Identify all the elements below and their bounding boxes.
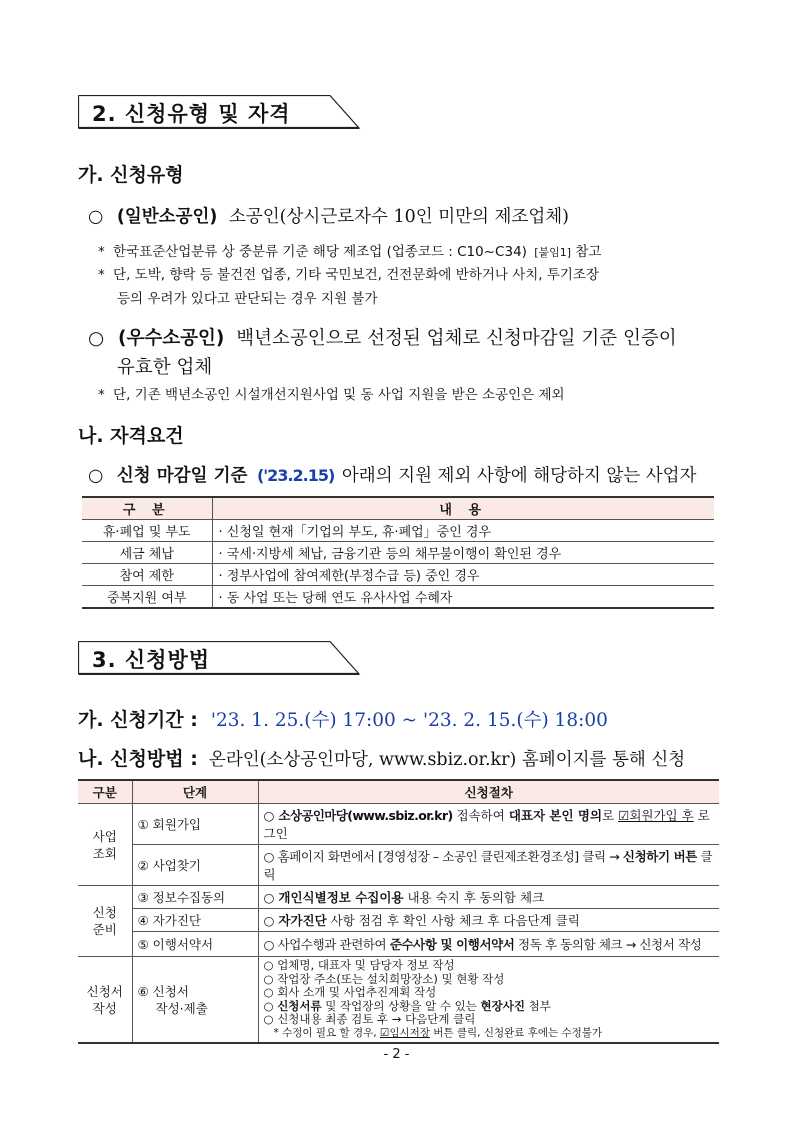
bullet: ○ (88, 466, 104, 486)
period-label: 가. 신청기간 : (78, 709, 198, 731)
row-category: 세금 체납 (82, 542, 212, 564)
table-row (82, 542, 714, 564)
exclusion-table (82, 496, 714, 609)
bullet: ○ (88, 207, 104, 227)
row-content: · 신청일 현재「기업의 부도, 휴·폐업」중인 경우 (212, 520, 714, 542)
row-category: 휴·폐업 및 부도 (82, 520, 212, 542)
row-content: · 국세·지방세 체납, 금융기관 등의 채무불이행이 확인된 경우 (212, 542, 714, 564)
group-form-writing: 신청서 작성 (78, 957, 132, 1044)
general-type-text: 소공인(상시근로자수 10인 미만의 제조업체) (228, 207, 569, 227)
criteria-text: 아래의 지원 제외 사항에 해당하지 않는 사업자 (341, 466, 697, 486)
row-content: · 정부사업에 참여제한(부정수급 등) 중인 경우 (212, 564, 714, 586)
table-row (82, 520, 714, 542)
step-label-6: ⑥ 신청서 작성·제출 (132, 957, 258, 1044)
excellent-type-text: 백년소공인으로 선정된 업체로 신청마감일 기준 인증이 (236, 328, 677, 349)
step-detail: ○ 사업수행과 관련하여 준수사항 및 이행서약서 정독 후 동의함 체크 → 신청서 작성 (258, 932, 719, 957)
criteria-date: ('23.2.15) (256, 466, 335, 485)
header-category: 구 분 (82, 497, 212, 520)
row-content: · 동 사업 또는 당해 연도 유사사업 수혜자 (212, 586, 714, 609)
page-number: - 2 - (383, 1047, 410, 1062)
step-detail: ○ 홈페이지 화면에서 [경영성장 – 소공인 클린제조환경조성] 클릭 → 신청하기 버튼 클릭 (258, 845, 719, 886)
row-category: 중복지원 여부 (82, 586, 212, 609)
table-row (82, 586, 714, 609)
subheading-eligibility: 나. 자격요건 (78, 425, 184, 447)
section3-title-box (78, 641, 358, 675)
section3-title: 3. 신청방법 (92, 648, 211, 672)
excellent-type-text-cont: 유효한 업체 (117, 357, 213, 378)
table-header-row (82, 497, 714, 520)
table-row (78, 909, 719, 932)
application-method-line (78, 744, 685, 771)
header-content: 내 용 (212, 497, 714, 520)
excellent-type-label: (우수소공인) (118, 328, 225, 349)
table-header-row (78, 780, 719, 804)
group-application-prep: 신청 준비 (78, 886, 132, 957)
method-label: 나. 신청방법 : (78, 748, 198, 770)
bullet: ○ (88, 328, 105, 349)
criteria-label: 신청 마감일 기준 (116, 466, 248, 486)
attachment-tag: [붙임1] (534, 246, 572, 259)
general-type-line (88, 203, 569, 228)
excellent-type-line (88, 324, 677, 350)
header-procedure: 신청절차 (258, 780, 719, 804)
step-detail: ○ 소상공인마당(www.sbiz.or.kr) 접속하여 대표자 본인 명의로 ☑회원가입 후 로그인 (258, 804, 719, 845)
section2-title: 2. 신청유형 및 자격 (92, 102, 291, 126)
step-label: ② 사업찾기 (132, 845, 258, 886)
general-type-label: (일반소공인) (116, 207, 218, 227)
table-row (78, 932, 719, 957)
row-category: 참여 제한 (82, 564, 212, 586)
section2-title-box (78, 95, 358, 129)
method-value: 온라인(소상공인마당, www.sbiz.or.kr) 홈페이지를 통해 신청 (208, 750, 686, 770)
step-label: ③ 정보수집동의 (132, 886, 258, 909)
step-label: ⑤ 이행서약서 (132, 932, 258, 957)
table-row (78, 957, 719, 1044)
group-business-lookup: 사업 조회 (78, 804, 132, 886)
table-row (78, 845, 719, 886)
period-value: '23. 1. 25.(수) 17:00 ~ '23. 2. 15.(수) 18:00 (210, 710, 608, 731)
table-row (82, 564, 714, 586)
step-label: ④ 자가진단 (132, 909, 258, 932)
excellent-note: * 단, 기존 백년소공인 시설개선지원사업 및 동 사업 지원을 받은 소공인은 제외 (98, 387, 565, 403)
step-detail-6: ○ 업체명, 대표자 및 담당자 정보 작성 ○ 작업장 주소(또는 설치희망장소) 및 현황 작성 ○ 회사 소개 및 사업추진계획 작성 ○ 신청서류 및 작업장의 상황을 알 수 있는 현장사진 첨부 ○ 신청내용 최종 검토 후 → 다음단계 클릭 * 수정이 필요 할 경우, ☑임시저장 버튼 클릭, 신청완료 후에는 수정불가 (258, 957, 719, 1044)
step-detail: ○ 자가진단 사항 점검 후 확인 사항 체크 후 다음단계 클릭 (258, 909, 719, 932)
step-detail: ○ 개인식별정보 수집이용 내용 숙지 후 동의함 체크 (258, 886, 719, 909)
header-step: 단계 (132, 780, 258, 804)
general-note-2-cont: 등의 우려가 있다고 판단되는 경우 지원 불가 (117, 291, 378, 307)
step-label: ① 회원가입 (132, 804, 258, 845)
general-note-2: * 단, 도박, 향락 등 불건전 업종, 기타 국민보건, 건전문화에 반하거나 사치, 투기조장 (98, 267, 600, 283)
general-note-1: * 한국표준산업분류 상 중분류 기준 해당 제조업 (업종코드 : C10~C34) [붙임1] 참고 (98, 244, 602, 260)
procedure-table (78, 779, 719, 1044)
subheading-application-type: 가. 신청유형 (78, 164, 184, 186)
header-division: 구분 (78, 780, 132, 804)
table-row (78, 804, 719, 845)
table-row (78, 886, 719, 909)
application-period-line (78, 705, 608, 732)
eligibility-criteria-line (88, 462, 696, 487)
